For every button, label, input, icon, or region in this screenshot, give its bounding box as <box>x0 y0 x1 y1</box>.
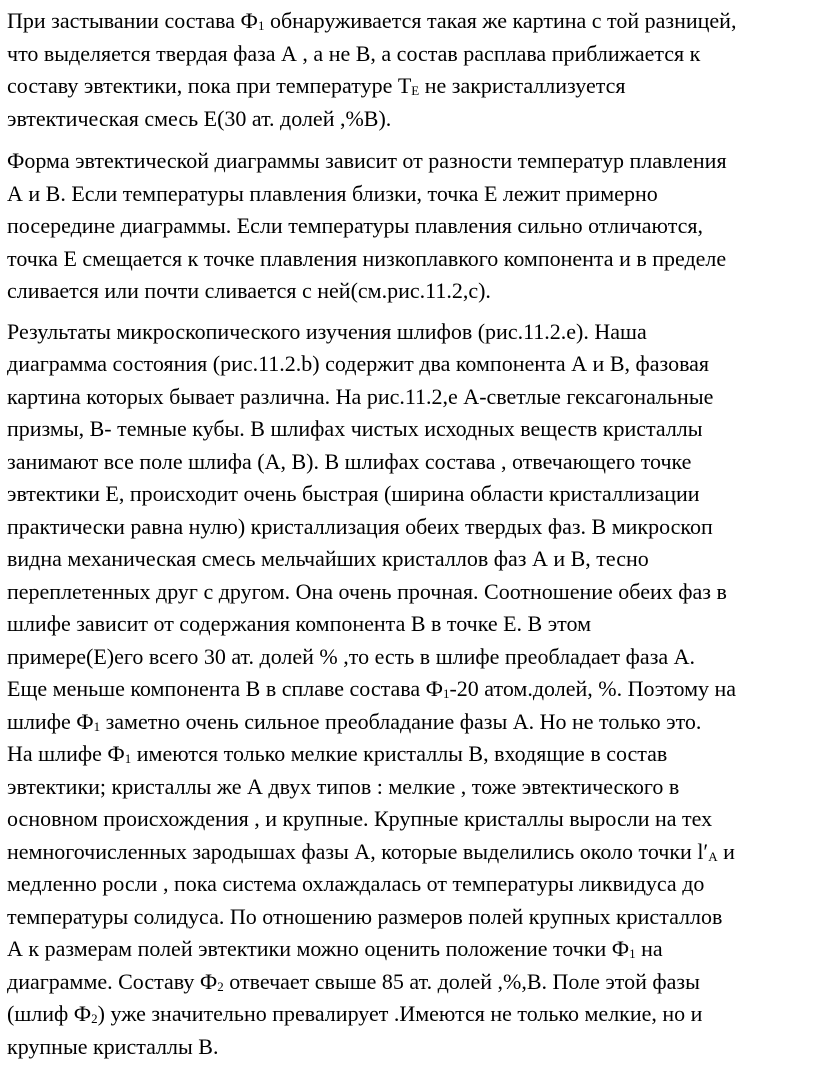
text-run: составу эвтектики, пока при температуре Т <box>7 73 412 98</box>
text-line <box>7 210 810 243</box>
text-run: призмы, В- темные кубы. В шлифах чистых исходных веществ кристаллы <box>7 416 703 441</box>
text-run: и <box>717 838 735 864</box>
text-run: посередине диаграммы. Если температуры плавления сильно отличаются, <box>7 213 703 238</box>
text-run: шлифе Ф <box>7 708 94 734</box>
text-run: А и В. Если температуры плавления близки, точка Е лежит примерно <box>7 180 658 206</box>
text-line <box>7 933 810 966</box>
text-line <box>7 706 810 739</box>
text-line <box>7 543 810 576</box>
text-run: (шлиф Ф <box>7 1001 92 1026</box>
text-run: не закристаллизуется <box>419 73 626 98</box>
text-line <box>7 868 810 901</box>
text-line <box>7 70 810 103</box>
text-run: ) уже значительно превалирует .Имеются не только мелкие, но и <box>97 1001 703 1026</box>
text-run: картина которых бывает различна. На рис.11.2,е А-светлые гексагональные <box>7 383 714 409</box>
text-run: температуры солидуса. По отношению размеров полей крупных кристаллов <box>7 903 723 929</box>
text-run: Форма эвтектической диаграммы зависит от разности температур плавления <box>7 148 727 173</box>
text-line <box>7 641 810 674</box>
text-run: крупные кристаллы В. <box>7 1033 219 1059</box>
text-line <box>7 576 810 609</box>
subscript: 1 <box>257 18 265 33</box>
text-line <box>7 103 810 136</box>
text-line <box>7 413 810 446</box>
paragraph <box>7 145 810 308</box>
text-run: обнаруживается такая же картина с той разницей, <box>264 8 737 33</box>
text-line <box>7 803 810 836</box>
text-line <box>7 608 810 641</box>
text-run: примере(Е)его всего 30 ат. долей % ,то есть в шлифе преобладает фаза А. <box>7 643 696 669</box>
text-line <box>7 5 810 38</box>
text-line <box>7 478 810 511</box>
text-run: А к размерам полей эвтектики можно оценить положение точки Ф <box>7 936 630 961</box>
text-run: медленно росли , пока система охлаждалась от температуры ликвидуса до <box>7 871 705 896</box>
text-run: эвтектики Е, происходит очень быстрая (ширина области кристаллизации <box>7 481 700 506</box>
text-line <box>7 446 810 479</box>
text-run: При застывании состава Ф <box>7 8 258 33</box>
text-line <box>7 38 810 71</box>
text-run: имеются только мелкие кристаллы В, входящие в состав <box>131 741 668 766</box>
text-run: диаграмма состояния (рис.11.2.b) содержит два компонента А и В, фазовая <box>7 351 710 376</box>
text-line <box>7 836 810 869</box>
text-line <box>7 738 810 771</box>
subscript: 1 <box>124 751 132 766</box>
text-line <box>7 178 810 211</box>
text-line <box>7 243 810 276</box>
text-line <box>7 966 810 999</box>
text-run: Результаты микроскопического изучения шлифов (рис.11.2.е). Наша <box>7 318 647 344</box>
text-run: практически равна нулю) кристаллизация обеих твердых фаз. В микроскоп <box>7 513 713 539</box>
subscript: 1 <box>93 718 101 734</box>
subscript: А <box>708 848 718 864</box>
text-run: диаграмме. Составу Ф <box>7 968 218 994</box>
subscript: 1 <box>442 686 450 701</box>
subscript: Е <box>411 83 420 98</box>
subscript: 2 <box>217 978 224 994</box>
text-run: заметно очень сильное преобладание фазы А. Но не только это. <box>100 708 702 734</box>
text-line <box>7 673 810 706</box>
subscript: 2 <box>91 1011 98 1026</box>
paragraph <box>7 316 810 1064</box>
text-line <box>7 1031 810 1064</box>
subscript: 1 <box>629 946 636 961</box>
text-run: эвтектическая смесь Е(30 ат. долей ,%В). <box>7 105 392 131</box>
text-line <box>7 771 810 804</box>
text-run: переплетенных друг с другом. Она очень прочная. Соотношение обеих фаз в <box>7 578 727 604</box>
text-run: эвтектики; кристаллы же А двух типов : мелкие , тоже эвтектического в <box>7 773 680 799</box>
text-run: что выделяется твердая фаза А , а не В, а состав расплава приближается к <box>7 40 701 66</box>
text-run: сливается или почти сливается с ней(см.рис.11.2,с). <box>7 278 491 303</box>
text-line <box>7 145 810 178</box>
text-run: занимают все поле шлифа (А, В). В шлифах состава , отвечающего точке <box>7 448 692 474</box>
text-line <box>7 381 810 414</box>
text-line <box>7 511 810 544</box>
text-run: Еще меньше компонента В в сплаве состава Ф <box>7 676 443 701</box>
text-run: немногочисленных зародышах фазы А, которые выделились около точки l′ <box>7 838 709 864</box>
text-line <box>7 348 810 381</box>
text-run: точка Е смещается к точке плавления низкоплавкого компонента и в пределе <box>7 245 727 271</box>
text-line <box>7 316 810 349</box>
text-run: отвечает свыше 85 ат. долей ,%,В. Поле этой фазы <box>223 968 700 994</box>
paragraph <box>7 5 810 135</box>
text-line <box>7 275 810 308</box>
text-run: На шлифе Ф <box>7 741 125 766</box>
text-run: -20 атом.долей, %. Поэтому на <box>449 676 737 701</box>
text-run: основном происхождения , и крупные. Крупные кристаллы выросли на тех <box>7 806 713 831</box>
text-run: шлифе зависит от содержания компонента В в точке Е. В этом <box>7 611 591 636</box>
text-line <box>7 998 810 1031</box>
text-line <box>7 901 810 934</box>
text-run: на <box>635 936 663 961</box>
text-run: видна механическая смесь мельчайших кристаллов фаз А и В, тесно <box>7 546 649 571</box>
